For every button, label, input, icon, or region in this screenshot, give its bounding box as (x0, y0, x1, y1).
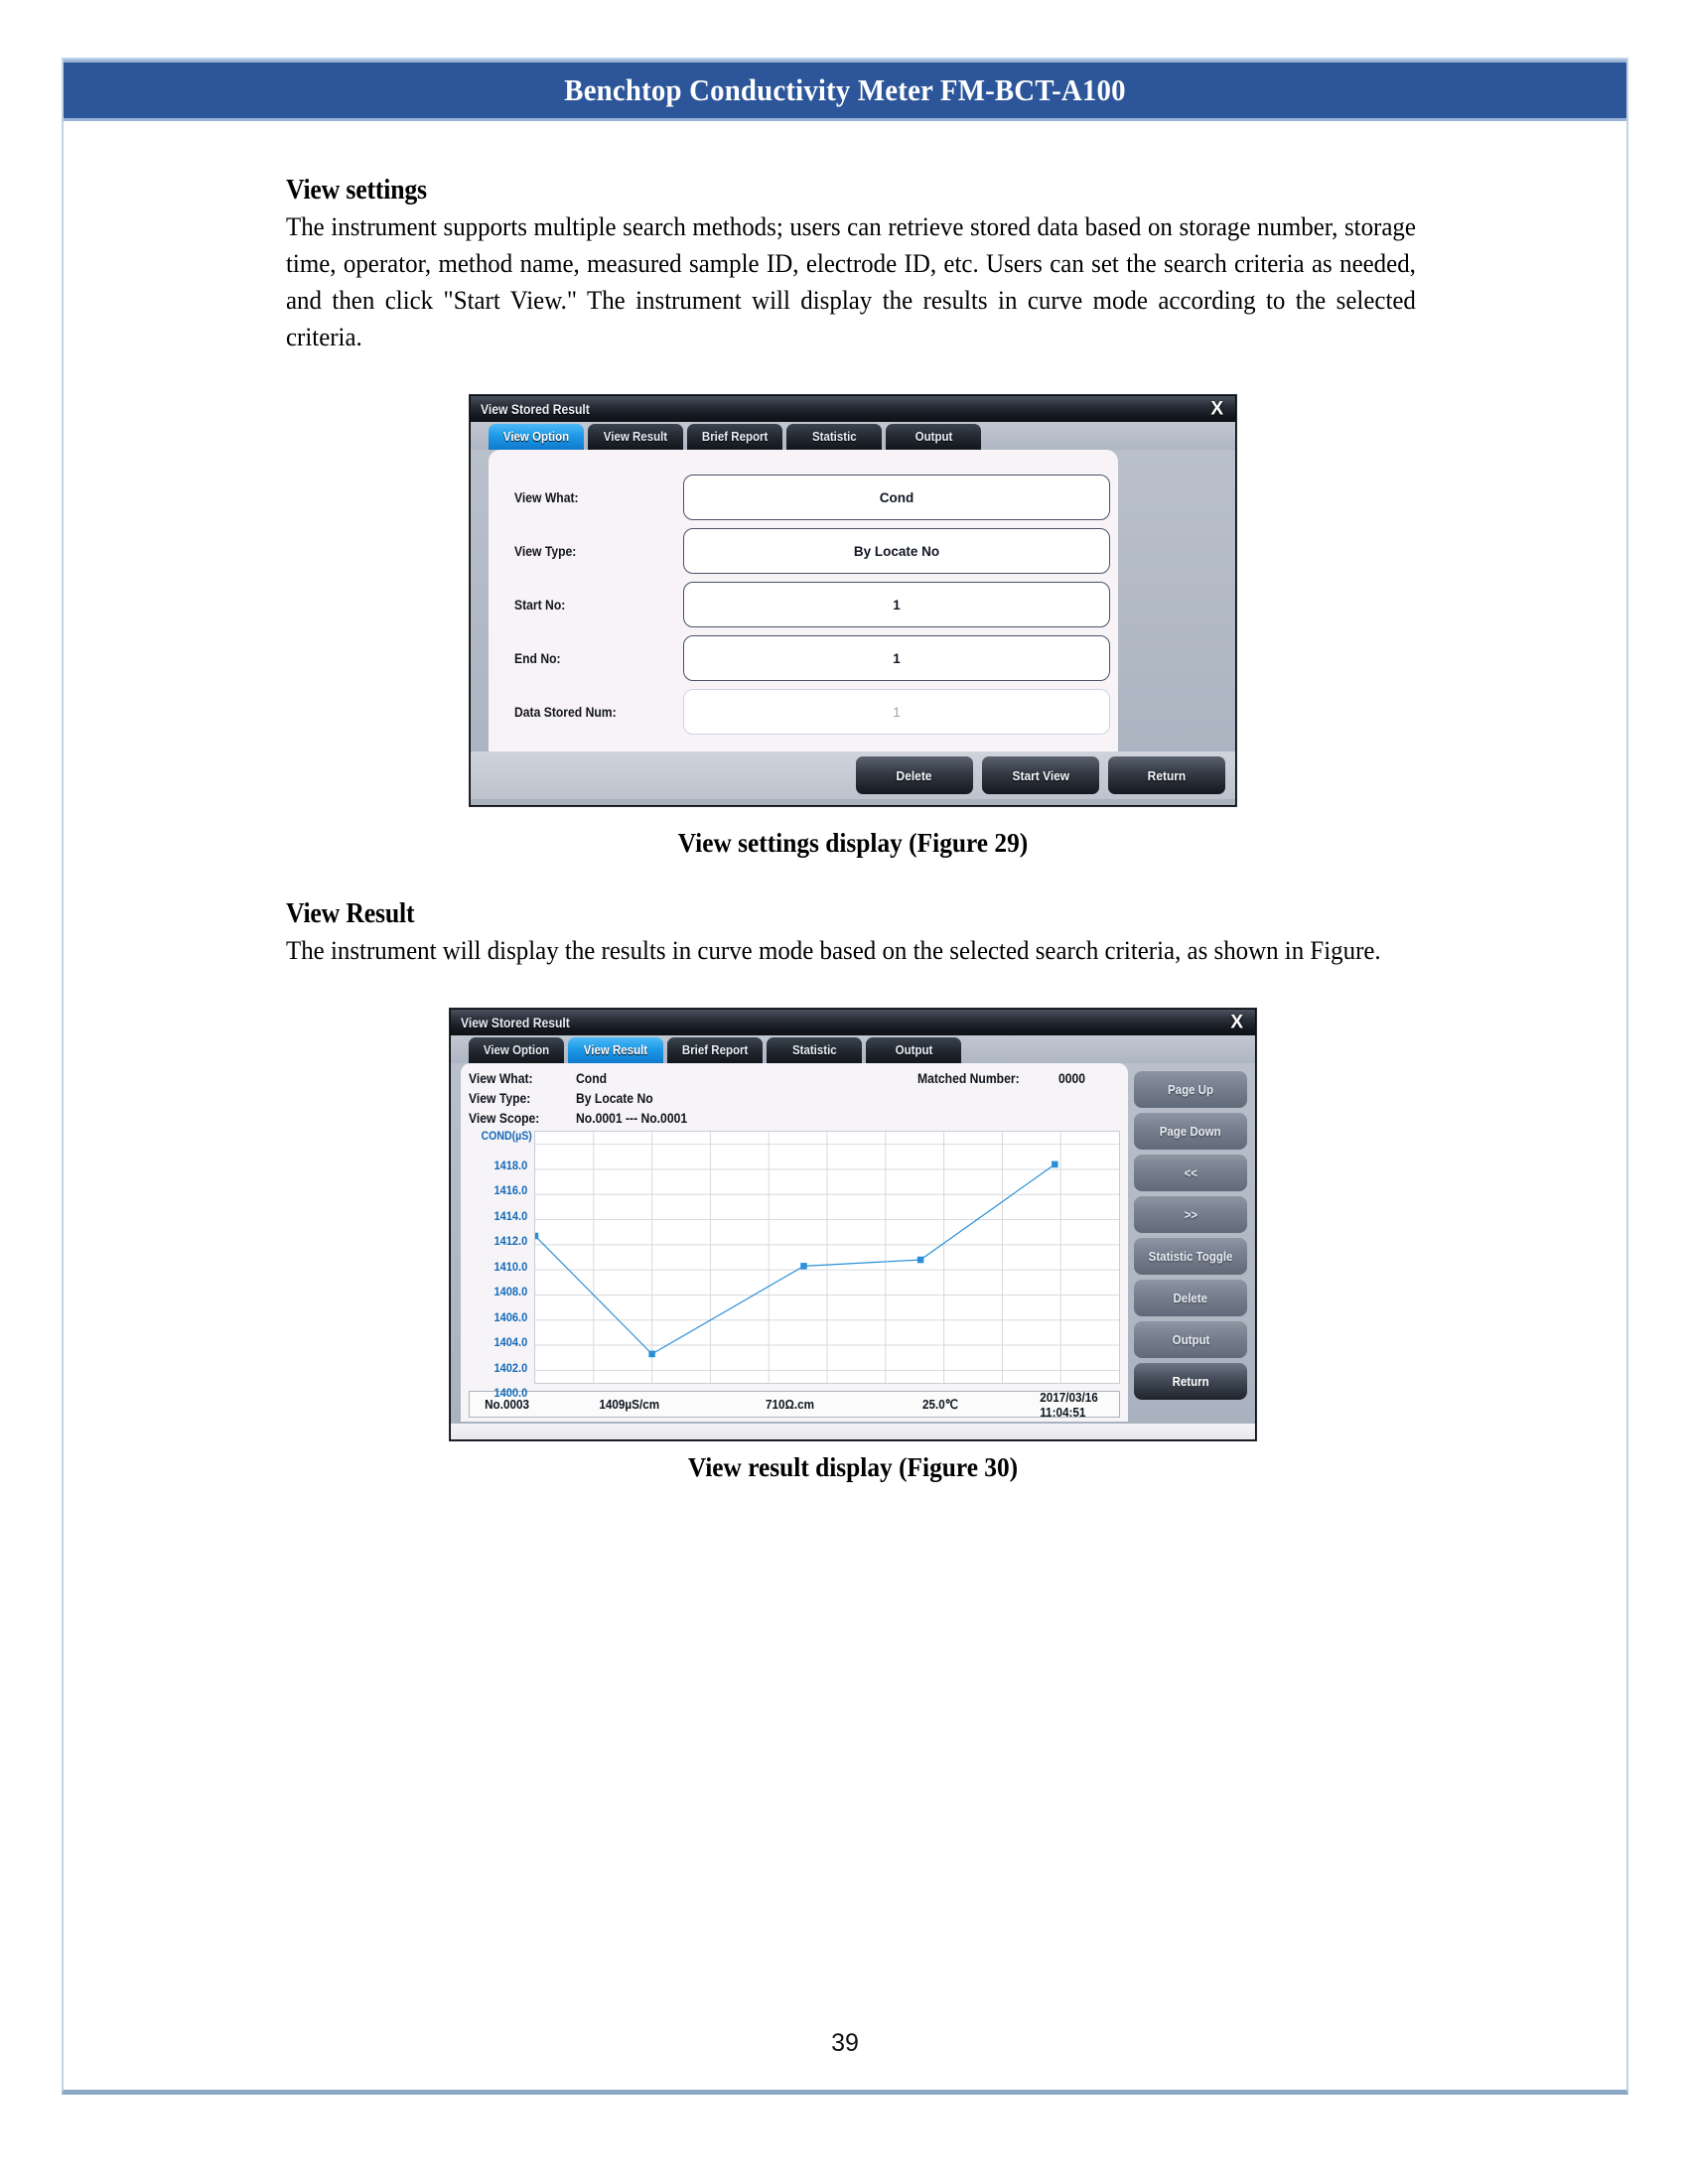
tab-label: Brief Report (681, 1043, 749, 1057)
field-end-no[interactable]: 1 (683, 635, 1110, 681)
delete-button-label: Delete (897, 767, 932, 783)
section-body-view-result: The instrument will display the results in curve mode based on the selected search criteria, as shown in Figure. (286, 935, 1381, 965)
label-start-no: Start No: (514, 597, 566, 613)
tab-label: View Result (583, 1043, 648, 1057)
figure-29-tab-bar (471, 422, 1235, 450)
document-page (62, 58, 1628, 2095)
field-view-type[interactable]: By Locate No (683, 528, 1110, 574)
chart-y-axis (469, 1131, 534, 1401)
chart-y-tick: 1412.0 (493, 1234, 528, 1249)
return-button-label: Return (1172, 1374, 1209, 1389)
return-button-label: Return (1147, 767, 1187, 783)
output-button[interactable] (1134, 1321, 1247, 1358)
return-button[interactable] (1108, 756, 1225, 794)
info-value-view-scope: No.0001 --- No.0001 (576, 1111, 688, 1126)
previous-button-label: << (1184, 1165, 1197, 1180)
tab-label: View Option (483, 1043, 550, 1057)
info-row-view-what (469, 1069, 1120, 1089)
previous-button[interactable] (1134, 1155, 1247, 1191)
page-number: 39 (831, 2029, 859, 2057)
field-start-no[interactable]: 1 (683, 582, 1110, 627)
tab-view-option[interactable] (469, 1037, 564, 1063)
tab-statistic[interactable] (786, 424, 882, 450)
cell-resistivity: 710Ω.cm (766, 1397, 815, 1412)
chart-y-tick: 1400.0 (493, 1386, 528, 1401)
result-side-button-pane (1128, 1063, 1255, 1422)
next-button[interactable] (1134, 1196, 1247, 1233)
cell-timestamp: 2017/03/16 11:04:51 (1040, 1389, 1098, 1420)
tab-label: Statistic (791, 1043, 837, 1057)
page-content (64, 121, 1626, 2090)
chart-data-point (535, 1233, 538, 1240)
section-body-view-settings: The instrument supports multiple search methods; users can retrieve stored data based on storage number, storage time, operator, method name, measured sample ID, electrode ID, etc. Users can set the search criteria as needed, and then click "Start View." The instrument will display the results in curve mode according to the selected criteria. (286, 211, 1416, 351)
tab-brief-report[interactable] (687, 424, 782, 450)
chart-y-tick: 1408.0 (493, 1285, 528, 1299)
statistic-toggle-button[interactable] (1134, 1238, 1247, 1275)
cell-temperature: 25.0℃ (922, 1396, 958, 1412)
figure-29-dialog (470, 395, 1236, 806)
page-up-button[interactable] (1134, 1071, 1247, 1108)
chart-plot-area (534, 1131, 1120, 1384)
tab-label: View Result (603, 430, 668, 444)
body-column (286, 175, 1420, 1483)
next-button-label: >> (1184, 1207, 1197, 1222)
info-value-matched-number: 0000 (1058, 1071, 1086, 1086)
chart-zone (469, 1131, 1120, 1401)
info-row-view-scope (469, 1109, 1120, 1129)
tab-view-result[interactable] (588, 424, 683, 450)
chart-y-tick: 1404.0 (493, 1335, 528, 1350)
dialog-title-bar (451, 1010, 1255, 1035)
info-key-view-scope: View Scope: (469, 1111, 540, 1126)
delete-button-label: Delete (1173, 1291, 1208, 1305)
figure-29-caption: View settings display (Figure 29) (677, 828, 1029, 858)
page-title: Benchtop Conductivity Meter FM-BCT-A100 (564, 72, 1126, 107)
label-view-what: View What: (514, 489, 579, 505)
chart-line-series (535, 1164, 1055, 1354)
page-down-button[interactable] (1134, 1113, 1247, 1150)
return-button[interactable] (1134, 1363, 1247, 1400)
chart-y-tick: 1418.0 (493, 1158, 528, 1172)
label-data-stored-num: Data Stored Num: (514, 704, 617, 720)
section-heading-view-settings: View settings (286, 175, 427, 205)
info-row-view-type (469, 1089, 1120, 1109)
page-header-banner (64, 60, 1626, 121)
field-view-what[interactable]: Cond (683, 475, 1110, 520)
figure-29-button-bar (471, 751, 1235, 799)
start-view-button-label: Start View (1012, 767, 1069, 783)
output-button-label: Output (1172, 1332, 1209, 1347)
tab-statistic[interactable] (767, 1037, 862, 1063)
form-row-data-stored-num (489, 686, 1118, 738)
chart-data-point (800, 1263, 806, 1270)
page-up-button-label: Page Up (1167, 1082, 1213, 1097)
chart-y-tick: 1406.0 (493, 1309, 528, 1324)
tab-view-result[interactable] (568, 1037, 663, 1063)
close-icon[interactable]: X (1210, 398, 1223, 420)
start-view-button[interactable] (982, 756, 1099, 794)
chart-data-point (917, 1257, 923, 1264)
table-row[interactable] (469, 1391, 1120, 1418)
section-heading-view-result: View Result (286, 898, 415, 929)
statistic-toggle-button-label: Statistic Toggle (1148, 1249, 1233, 1264)
close-icon[interactable]: X (1230, 1012, 1243, 1033)
tab-label: Output (895, 1043, 932, 1057)
tab-brief-report[interactable] (667, 1037, 763, 1063)
figure-30-tab-bar (451, 1035, 1255, 1063)
tab-label: View Option (502, 430, 570, 444)
cell-record-no: No.0003 (485, 1397, 529, 1412)
figure-29-panel-wrapper (471, 450, 1235, 805)
tab-label: Output (914, 430, 952, 444)
info-value-view-what: Cond (576, 1071, 608, 1086)
figure-30-dialog (450, 1009, 1256, 1440)
delete-button[interactable] (1134, 1280, 1247, 1316)
info-key-view-type: View Type: (469, 1091, 531, 1106)
tab-output[interactable] (866, 1037, 961, 1063)
tab-label: Statistic (811, 430, 857, 444)
scan-artifact-strip (451, 1424, 1255, 1439)
chart-data-point (648, 1351, 654, 1358)
chart-y-tick: 1416.0 (493, 1183, 528, 1198)
info-key-matched-number: Matched Number: (916, 1071, 1020, 1086)
form-row-view-what (489, 472, 1118, 523)
dialog-title-bar (471, 396, 1235, 422)
chart-y-tick: 1414.0 (493, 1208, 528, 1223)
page-down-button-label: Page Down (1160, 1124, 1221, 1139)
result-left-pane (461, 1063, 1128, 1422)
form-row-view-type (489, 525, 1118, 577)
form-row-start-no (489, 579, 1118, 630)
label-view-type: View Type: (514, 543, 577, 559)
chart-svg (535, 1132, 1119, 1383)
chart-data-point (1052, 1161, 1057, 1168)
cell-conductivity: 1409µS/cm (599, 1397, 660, 1412)
chart-y-tick: 1402.0 (493, 1360, 528, 1375)
figure-30-body (451, 1063, 1255, 1424)
dialog-title-text: View Stored Result (461, 1015, 570, 1030)
chart-y-axis-label: COND(µS) (481, 1131, 532, 1143)
form-row-end-no (489, 632, 1118, 684)
chart-y-tick: 1410.0 (493, 1259, 528, 1274)
info-key-view-what: View What: (469, 1071, 533, 1086)
figure-29-form-panel (489, 450, 1118, 751)
label-end-no: End No: (514, 650, 561, 666)
dialog-title-text: View Stored Result (481, 401, 590, 417)
delete-button[interactable] (856, 756, 973, 794)
info-value-view-type: By Locate No (576, 1091, 653, 1106)
tab-output[interactable] (886, 424, 981, 450)
tab-label: Brief Report (701, 430, 769, 444)
figure-30-caption: View result display (Figure 30) (687, 1452, 1019, 1482)
field-data-stored-num: 1 (683, 689, 1110, 735)
tab-view-option[interactable] (489, 424, 584, 450)
